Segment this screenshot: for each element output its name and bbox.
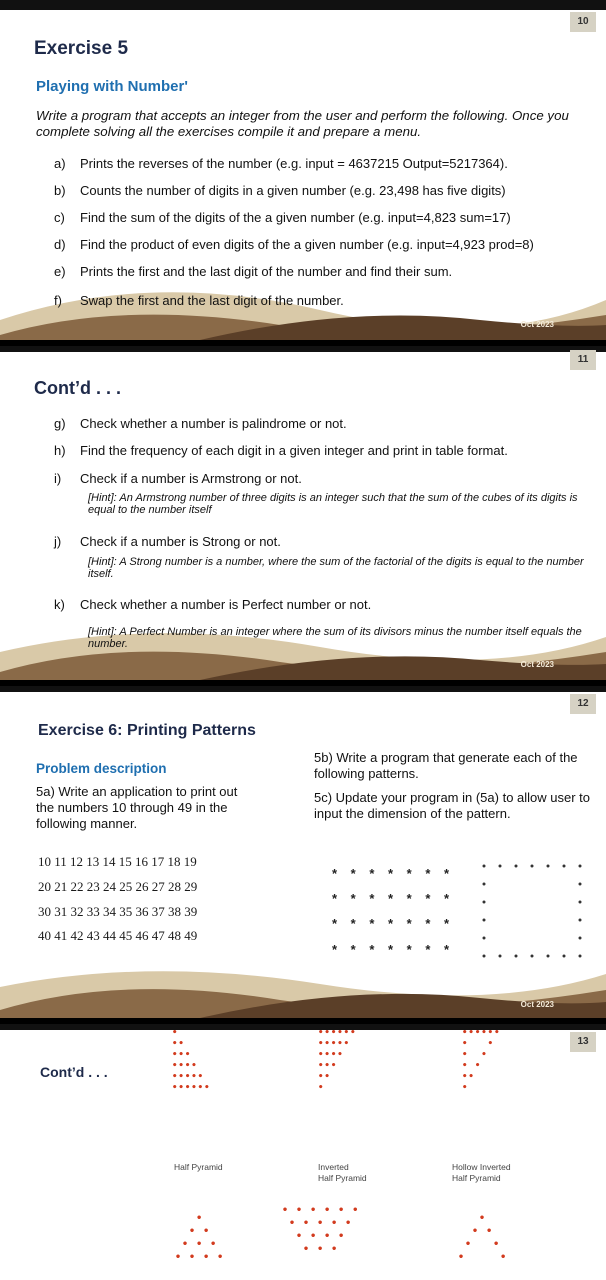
list-item-text: Prints the reverses of the number (e.g. input = 4637215 Output=5217364). xyxy=(80,156,508,171)
list-item-label: g) xyxy=(54,416,66,431)
slide-top-band xyxy=(0,0,606,10)
list-item: d) xyxy=(54,237,66,252)
slide-top-band xyxy=(0,346,606,352)
list-item-text: Prints the first and the last digit of the number and find their sum. xyxy=(80,264,453,279)
hint-armstrong: [Hint]: An Armstrong number of three digits is an integer such that the sum of the cubes of its digits is equal to the number itself xyxy=(88,492,578,516)
slide-date: Oct 2023 xyxy=(520,660,554,669)
slide-title: Exercise 6: Printing Patterns xyxy=(38,722,256,739)
star-row: * * * * * * * xyxy=(332,891,455,906)
problem-heading: Problem description xyxy=(36,761,167,776)
half-pyramid-pattern: • •• ••• •••• ••••• •••••• xyxy=(172,1028,211,1093)
list-item: a) xyxy=(54,156,66,171)
number-row: 20 21 22 23 24 25 26 27 28 29 xyxy=(38,879,198,894)
list-item-text: Counts the number of digits in a given number (e.g. 23,498 has five digits) xyxy=(80,183,506,198)
slide-number: 12 xyxy=(570,694,596,714)
list-item: e) xyxy=(54,264,66,279)
list-item: c) xyxy=(54,210,65,225)
task-5c: 5c) Update your program in (5a) to allow user to input the dimension of the pattern. xyxy=(314,790,591,821)
hollow-square-pattern xyxy=(480,862,584,960)
list-item: b) xyxy=(54,183,66,198)
list-item-label: k) xyxy=(54,597,65,612)
slide-top-band xyxy=(0,1024,606,1030)
list-item-text: Check if a number is Armstrong or not. xyxy=(80,471,302,486)
star-row: * * * * * * * xyxy=(332,916,455,931)
hollow-inverted-half-pyramid-pattern: •••••• • • • • • • •• • xyxy=(462,1028,501,1093)
list-item-text: Check whether a number is Perfect number or not. xyxy=(80,597,372,612)
slide-11 xyxy=(0,346,606,680)
task-5b: 5b) Write a program that generate each of the following patterns. xyxy=(314,750,578,781)
list-item-text: Find the product of even digits of the a given number (e.g. input=4,923 prod=8) xyxy=(80,237,534,252)
slide-title: Exercise 5 xyxy=(34,38,129,59)
full-pyramid-pattern: • • • • • • • • • • xyxy=(175,1213,225,1263)
slide-number: 11 xyxy=(570,350,596,370)
list-item: f) xyxy=(54,293,62,308)
slide-title: Cont’d . . . xyxy=(40,1064,108,1080)
caption-inverted-half-pyramid: Inverted Half Pyramid xyxy=(318,1162,367,1183)
slide-title: Cont’d . . . xyxy=(34,378,121,398)
slide-date: Oct 2023 xyxy=(520,320,554,329)
slide-12 xyxy=(0,686,606,1018)
inverted-half-pyramid-pattern: •••••• ••••• •••• ••• •• • xyxy=(318,1028,357,1093)
inverted-full-pyramid-pattern: • • • • • • • • • • • • • • • • • • xyxy=(282,1205,360,1255)
slide-date: Oct 2023 xyxy=(520,1000,554,1009)
decorative-hills xyxy=(0,280,606,340)
slide-13 xyxy=(0,1024,606,1280)
list-item-label: j) xyxy=(54,534,62,549)
list-item-text: Swap the first and the last digit of the number. xyxy=(80,293,344,308)
list-item-text: Find the frequency of each digit in a given integer and print in table format. xyxy=(80,443,508,458)
star-row: * * * * * * * xyxy=(332,942,455,957)
slide-subtitle: Playing with Number' xyxy=(36,78,188,95)
slide-number: 10 xyxy=(570,12,596,32)
list-item-label: h) xyxy=(54,443,66,458)
hint-strong: [Hint]: A Strong number is a number, where the sum of the factorial of the digits is equal to the number itself. xyxy=(88,556,584,580)
slide-10 xyxy=(0,0,606,340)
task-5a: 5a) Write an application to print out the numbers 10 through 49 in the following manner. xyxy=(36,784,238,831)
decorative-hills xyxy=(0,962,606,1018)
number-row: 40 41 42 43 44 45 46 47 48 49 xyxy=(38,928,198,943)
list-item-text: Check whether a number is palindrome or not. xyxy=(80,416,347,431)
list-item-text: Find the sum of the digits of the a given number (e.g. input=4,823 sum=17) xyxy=(80,210,511,225)
hint-perfect: [Hint]: A Perfect Number is an integer where the sum of its divisors minus the number itself equals the number. xyxy=(88,626,582,650)
caption-hollow-inverted-half-pyramid: Hollow Inverted Half Pyramid xyxy=(452,1162,511,1183)
hollow-pyramid-pattern: • • • • • • • xyxy=(458,1213,508,1263)
star-row: * * * * * * * xyxy=(332,866,455,881)
number-row: 30 31 32 33 34 35 36 37 38 39 xyxy=(38,904,198,919)
intro-text: Write a program that accepts an integer from the user and perform the following. Once you complete solving all the exercises compile it and prepare a menu. xyxy=(36,108,569,139)
caption-half-pyramid: Half Pyramid xyxy=(174,1162,223,1172)
number-row: 10 11 12 13 14 15 16 17 18 19 xyxy=(38,854,197,869)
slide-number: 13 xyxy=(570,1032,596,1052)
list-item-label: i) xyxy=(54,471,62,486)
list-item-text: Check if a number is Strong or not. xyxy=(80,534,281,549)
slide-top-band xyxy=(0,686,606,692)
